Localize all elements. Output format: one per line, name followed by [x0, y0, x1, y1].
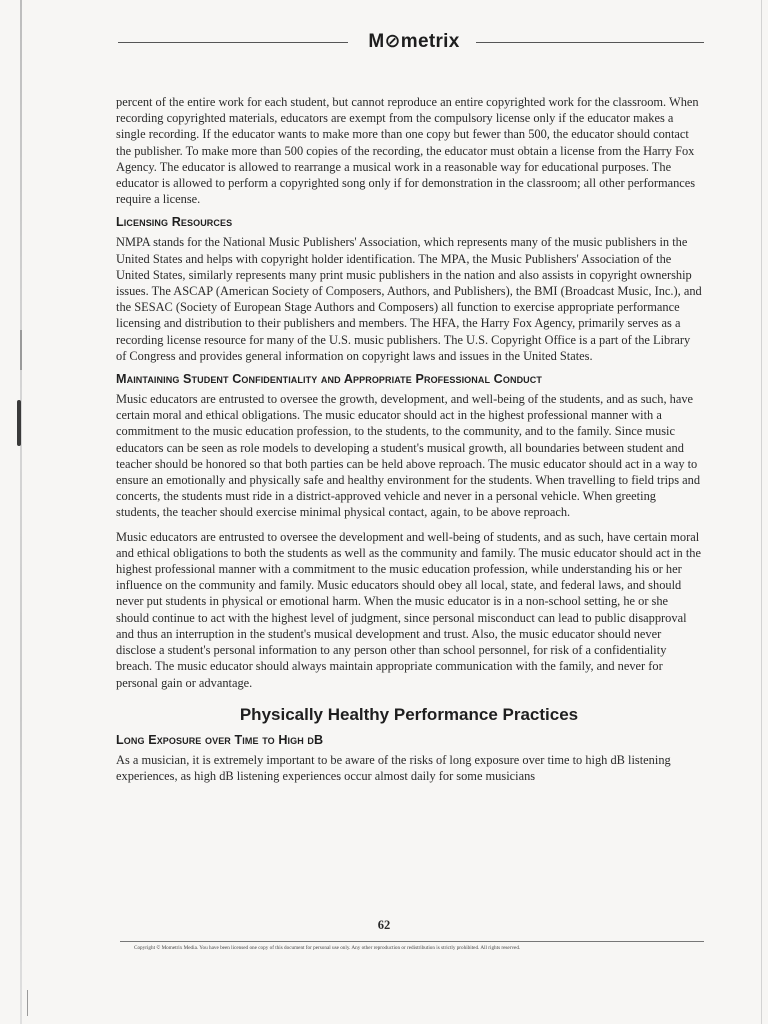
- scan-artifact: [17, 400, 21, 446]
- scan-edge-right: [761, 0, 762, 1024]
- subheading-licensing-resources: Licensing Resources: [116, 215, 233, 230]
- body-paragraph: Music educators are entrusted to oversee the development and well-being of students, and as such, have certain moral and ethical obligations to both the students as well as the community and family. The music educator should act in the highest professional manner with a commitment to the music education profession, while understanding his or her influence on the community and family. Music educators should obey all local, state, and federal laws, and should never put students in physical or emotional harm. When the music educator is in a non-school setting, he or she should continue to act with the highest level of judgment, since personal misconduct can lead to public disapproval and thus an interruption in the student's musical development and trust. Also, the music educator should never disclose a student's personal information to any person other than school personnel, for risk of a confidentiality breach. The music educator should always maintain appropriate communication with the family, and never for personal gain or advantage.: [116, 529, 701, 690]
- page-number: 62: [377, 918, 391, 932]
- subheading-long-exposure: Long Exposure over Time to High dB: [116, 732, 324, 747]
- body-paragraph: As a musician, it is extremely important to be aware of the risks of long exposure over time to high dB listening experiences, as high dB listening experiences occur almost daily for some musicians: [116, 752, 671, 783]
- subheading-confidentiality: Maintaining Student Confidentiality and Appropriate Professional Conduct: [116, 372, 542, 387]
- footer-rule: [120, 941, 704, 942]
- page-header: [118, 30, 704, 54]
- body-paragraph: percent of the entire work for each student, but cannot reproduce an entire copyrighted work for the classroom. When recording copyrighted materials, educators are exempt from the compulsory license only if the educator makes a single recording. If the educator wants to make more than one copy but fewer than 500, the educator should contact the publisher. To make more than 500 copies of the recording, the educator must obtain a license from the Harry Fox Agency. The educator is allowed to rearrange a musical work in a reasonable way for educational purposes. The educator is allowed to perform a copyrighted song only if for demonstration in the classroom; all other performances require a license.: [116, 95, 699, 207]
- body-paragraph: NMPA stands for the National Music Publishers' Association, which represents many of the music publishers in the United States and helps with copyright holder identification. The MPA, the Music Publishers' Association of the United States, similarly represents many print music publishers in the nation and also assists in copyright ownership issues. The ASCAP (American Society of Composers, Authors, and Publishers), the BMI (Broadcast Music, Inc.), and the SESAC (Society of European Stage Authors and Composers) all function to exercise appropriate performance licensing and distribution to their publishers and members. The HFA, the Harry Fox Agency, primarily serves as a recording license resource for many of the U.S. music publishers. The U.S. Copyright Office is a part of the Library of Congress and provides general information on copyright laws and issues in the United States.: [116, 235, 702, 363]
- scan-artifact: [20, 330, 22, 370]
- header-rule-right: [476, 42, 704, 43]
- scan-edge-left: [20, 0, 22, 1024]
- brand-logo: M⊘metrix: [368, 31, 460, 52]
- section-heading: Physically Healthy Performance Practices: [239, 704, 579, 724]
- scan-artifact: [27, 990, 28, 1016]
- page-body: [116, 94, 702, 792]
- copyright-notice: Copyright © Mometrix Media. You have been licensed one copy of this document for personal use only. Any other reproduction or redistribution is strictly prohibited. All rights reserved.: [134, 945, 521, 951]
- body-paragraph: Music educators are entrusted to oversee the growth, development, and well-being of the students, and as such, have certain moral and ethical obligations. The music educator should act in the highest professional manner with a commitment to the music education profession, to the students, to the community, and to the family. Since music educators can be seen as role models to developing a student's musical growth, all boundaries between student and teacher should be honored so that both parties can be held above reproach. The music educator should act in a way to ensure an emotionally and physically safe and healthy environment for the students. When travelling to field trips and concerts, the students must ride in a district-approved vehicle and never in a personal vehicle. When greeting students, the teacher should exercise minimal physical contact, again, to be above reproach.: [116, 392, 701, 520]
- header-rule-left: [118, 42, 348, 43]
